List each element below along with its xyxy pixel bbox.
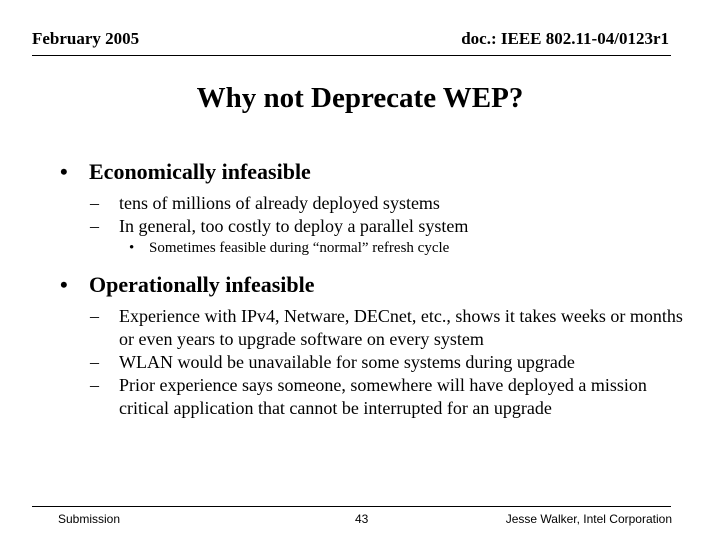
section-heading-economic <box>60 158 690 185</box>
footer-author: Jesse Walker, Intel Corporation <box>505 512 672 526</box>
list-item <box>60 374 690 420</box>
section-heading-operational <box>60 271 690 298</box>
dash-icon: – <box>90 352 99 372</box>
bullet-icon: • <box>60 159 68 184</box>
list-item <box>60 351 690 374</box>
list-item <box>60 305 690 351</box>
bullet-icon: • <box>129 240 135 256</box>
header-date: February 2005 <box>32 29 140 48</box>
dash-icon: – <box>90 306 99 326</box>
section-heading-text: Economically infeasible <box>89 159 311 184</box>
section-heading-text: Operationally infeasible <box>89 272 315 297</box>
header-doc-id: doc.: IEEE 802.11-04/0123r1 <box>461 29 669 48</box>
list-item-text: Prior experience says someone, somewhere will have deployed a mission critical application that cannot be interrupted for an upgrade <box>119 375 647 418</box>
slide-content <box>60 158 690 420</box>
list-item <box>60 215 690 238</box>
dash-icon: – <box>90 216 99 236</box>
list-item <box>60 192 690 215</box>
footer-divider <box>32 506 671 507</box>
slide-title: Why not Deprecate WEP? <box>196 82 524 114</box>
header-divider <box>32 55 671 56</box>
sub-list-item <box>60 238 690 258</box>
bullet-icon: • <box>60 272 68 297</box>
footer-submission: Submission <box>58 512 121 526</box>
list-item-text: tens of millions of already deployed systems <box>119 193 440 213</box>
list-item-text: In general, too costly to deploy a parallel system <box>119 216 469 236</box>
list-item-text: Experience with IPv4, Netware, DECnet, etc., shows it takes weeks or months or even years to upgrade software on every system <box>119 306 683 349</box>
dash-icon: – <box>90 375 99 395</box>
list-item-text: WLAN would be unavailable for some systems during upgrade <box>119 352 575 372</box>
sub-list-item-text: Sometimes feasible during “normal” refresh cycle <box>149 240 450 256</box>
footer-page-number: 43 <box>355 512 369 526</box>
dash-icon: – <box>90 193 99 213</box>
